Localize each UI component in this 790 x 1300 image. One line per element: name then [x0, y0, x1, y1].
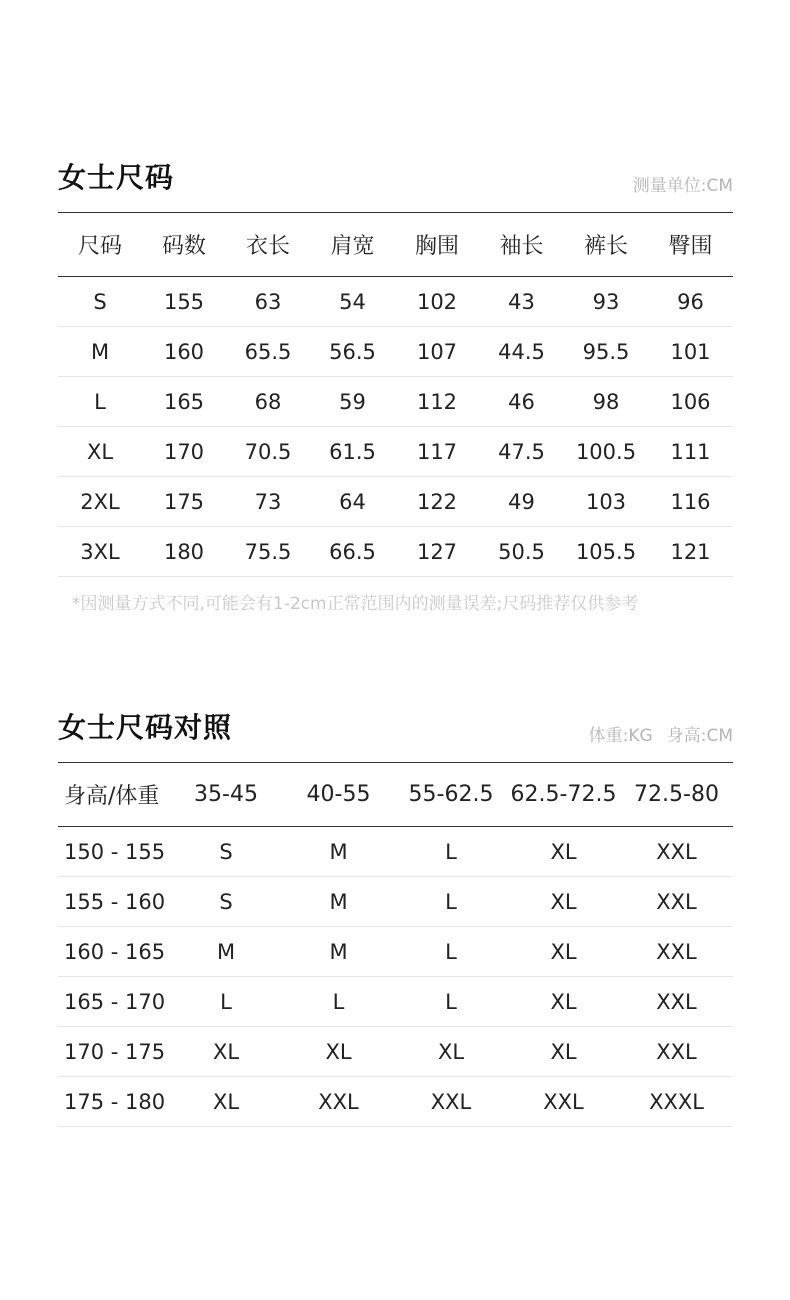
- table-cell: 93: [592, 289, 620, 314]
- table-cell: 117: [416, 439, 458, 464]
- table-cell: 165: [163, 389, 205, 414]
- table-cell: 122: [416, 489, 458, 514]
- table-cell: 3XL: [80, 539, 120, 564]
- table-cell: XL: [437, 1039, 465, 1064]
- table-cell: L: [94, 389, 106, 414]
- measurement-note: *因测量方式不同,可能会有1-2cm正常范围内的测量误差;尺码推荐仅供参考: [72, 594, 639, 614]
- table-cell: XL: [550, 839, 577, 864]
- table-cell: 95.5: [582, 339, 630, 364]
- table-cell: 175: [163, 489, 205, 514]
- table-cell: 170: [163, 439, 205, 464]
- header-cell: 臀围: [668, 234, 713, 259]
- table-cell: M: [329, 939, 348, 964]
- table-cell: 43: [508, 289, 535, 314]
- header-cell: 衣长: [245, 234, 290, 259]
- table-cell: M: [216, 939, 236, 964]
- header-cell: 72.5-80: [634, 782, 719, 807]
- table-row: [58, 527, 733, 577]
- reference-chart-header-row: [58, 763, 733, 827]
- table-cell: XL: [325, 1039, 352, 1064]
- size-chart-section: [58, 150, 733, 614]
- table-cell: XXL: [656, 989, 697, 1014]
- table-cell: XL: [550, 939, 577, 964]
- table-cell: 44.5: [498, 339, 545, 364]
- table-cell: 2XL: [80, 489, 120, 514]
- table-cell: XXL: [656, 889, 697, 914]
- reference-chart-header: [58, 700, 733, 762]
- table-cell: 73: [254, 489, 282, 514]
- table-cell: XXL: [656, 1039, 697, 1064]
- size-chart-unit: 测量单位:CM: [632, 176, 733, 196]
- table-cell: 112: [416, 389, 458, 414]
- table-cell: M: [329, 889, 348, 914]
- table-cell: 100.5: [575, 439, 637, 464]
- reference-chart-section: [58, 700, 733, 1127]
- table-cell: 170 - 175: [64, 1039, 166, 1064]
- table-cell: 105.5: [575, 539, 637, 564]
- table-cell: 165 - 170: [64, 989, 166, 1014]
- table-cell: 75.5: [244, 539, 292, 564]
- table-cell: 56.5: [329, 339, 376, 364]
- weight-unit: 体重:KG: [588, 726, 653, 746]
- header-cell: 身高/体重: [64, 784, 160, 809]
- table-row: [58, 327, 733, 377]
- table-cell: L: [220, 989, 232, 1014]
- table-cell: 54: [339, 289, 366, 314]
- table-cell: 160 - 165: [64, 939, 166, 964]
- table-cell: XXL: [430, 1089, 472, 1114]
- table-cell: 63: [254, 289, 282, 314]
- table-cell: XL: [550, 889, 577, 914]
- table-row: [58, 427, 733, 477]
- table-cell: 101: [670, 339, 711, 364]
- table-cell: M: [329, 839, 348, 864]
- header-cell: 裤长: [583, 234, 628, 259]
- table-cell: 180: [163, 539, 205, 564]
- table-cell: 106: [670, 389, 711, 414]
- table-cell: XL: [212, 1039, 240, 1064]
- table-cell: 155: [163, 289, 205, 314]
- table-cell: 121: [670, 539, 711, 564]
- table-row: [58, 377, 733, 427]
- table-cell: 116: [670, 489, 711, 514]
- table-cell: XXL: [318, 1089, 359, 1114]
- size-chart-title: 女士尺码: [58, 161, 175, 194]
- header-cell: 肩宽: [330, 234, 375, 259]
- size-chart-header: [58, 150, 733, 212]
- reference-chart-title: 女士尺码对照: [58, 711, 233, 744]
- table-cell: 66.5: [329, 539, 376, 564]
- table-row: [58, 877, 733, 927]
- table-cell: XL: [550, 989, 577, 1014]
- table-cell: 64: [339, 489, 366, 514]
- header-cell: 胸围: [414, 234, 459, 259]
- table-cell: 103: [585, 489, 627, 514]
- table-cell: 68: [254, 389, 282, 414]
- height-unit: 身高:CM: [666, 726, 733, 746]
- table-cell: 160: [163, 339, 205, 364]
- table-cell: S: [93, 289, 107, 314]
- table-cell: 59: [339, 389, 366, 414]
- header-cell: 62.5-72.5: [510, 782, 617, 807]
- table-cell: XXL: [656, 839, 697, 864]
- table-row: [58, 977, 733, 1027]
- table-cell: 96: [677, 289, 704, 314]
- table-cell: L: [445, 939, 457, 964]
- header-cell: 40-55: [306, 782, 371, 807]
- table-cell: 127: [416, 539, 458, 564]
- table-cell: XL: [212, 1089, 240, 1114]
- table-cell: S: [219, 839, 233, 864]
- table-cell: XL: [86, 439, 114, 464]
- table-cell: 47.5: [498, 439, 545, 464]
- table-cell: XL: [550, 1039, 577, 1064]
- header-cell: 55-62.5: [408, 782, 494, 807]
- table-cell: 50.5: [498, 539, 545, 564]
- table-cell: L: [445, 889, 457, 914]
- table-cell: L: [445, 839, 457, 864]
- size-chart-header-row: [58, 213, 733, 277]
- table-cell: 155 - 160: [64, 889, 166, 914]
- table-cell: 111: [670, 439, 711, 464]
- table-cell: 70.5: [244, 439, 292, 464]
- table-cell: S: [219, 889, 233, 914]
- table-cell: 107: [416, 339, 458, 364]
- table-row: [58, 927, 733, 977]
- table-cell: L: [445, 989, 457, 1014]
- header-cell: 35-45: [194, 782, 258, 807]
- table-row: [58, 477, 733, 527]
- table-row: [58, 827, 733, 877]
- table-cell: 46: [508, 389, 535, 414]
- header-cell: 码数: [161, 234, 206, 259]
- table-cell: 175 - 180: [64, 1089, 166, 1114]
- table-row: [58, 1077, 733, 1127]
- table-cell: 65.5: [244, 339, 292, 364]
- table-cell: 98: [592, 389, 620, 414]
- table-cell: XXXL: [649, 1089, 704, 1114]
- table-cell: L: [332, 989, 345, 1014]
- table-cell: XXL: [543, 1089, 584, 1114]
- header-cell: 尺码: [77, 234, 122, 259]
- table-cell: M: [90, 339, 110, 364]
- table-cell: 150 - 155: [64, 839, 166, 864]
- size-chart-table: [58, 212, 733, 577]
- table-cell: XXL: [656, 939, 697, 964]
- table-cell: 102: [416, 289, 458, 314]
- table-row: [58, 277, 733, 327]
- table-cell: 61.5: [329, 439, 376, 464]
- table-cell: 49: [508, 489, 535, 514]
- reference-chart-units: [589, 721, 733, 746]
- reference-chart-table: [58, 762, 733, 1127]
- table-row: [58, 1027, 733, 1077]
- header-cell: 袖长: [499, 234, 544, 259]
